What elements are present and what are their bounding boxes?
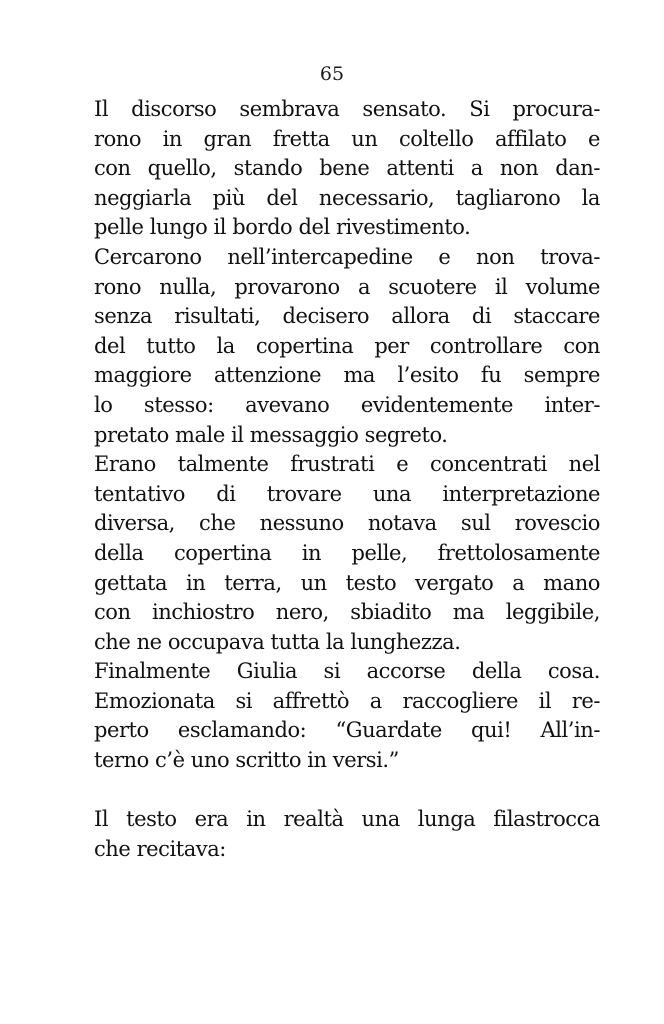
paragraph-2 (94, 243, 600, 450)
text-line: che recitava: (94, 836, 226, 861)
text-line: rono in gran fretta un coltello affilato e (94, 126, 600, 151)
text-line: con inchiostro nero, sbiadito ma leggibile, (94, 600, 600, 625)
paragraph-5 (94, 805, 600, 864)
text-line: senza risultati, decisero allora di staccare (94, 304, 600, 329)
text-line: perto esclamando: “Guardate qui! All’in- (94, 718, 600, 743)
text-line: che ne occupava tutta la lunghezza. (94, 629, 461, 654)
text-line: Finalmente Giulia si accorse della cosa. (94, 659, 600, 684)
text-line: rono nulla, provarono a scuotere il volume (94, 274, 600, 299)
text-line: Cercarono nell’intercapedine e non trova- (94, 244, 600, 269)
text-line: Il discorso sembrava sensato. Si procura- (94, 97, 600, 121)
text-line: pretato male il messaggio segreto. (94, 422, 448, 447)
paragraph-3 (94, 450, 600, 657)
text-line: terno c’è uno scritto in versi.” (94, 748, 399, 773)
body-text (94, 95, 600, 864)
text-line: lo stesso: avevano evidentemente inter- (94, 392, 600, 417)
text-line: con quello, stando bene attenti a non dan- (94, 156, 600, 181)
paragraph-spacer (94, 776, 600, 806)
text-line: pelle lungo il bordo del rivestimento. (94, 215, 471, 240)
paragraph-4 (94, 657, 600, 775)
paragraph-1 (94, 95, 600, 243)
text-line: maggiore attenzione ma l’esito fu sempre (94, 363, 600, 388)
text-line: gettata in terra, un testo vergato a mano (94, 570, 600, 595)
text-line: Emozionata si affrettò a raccogliere il re- (94, 688, 600, 713)
text-line: Il testo era in realtà una lunga filastrocca (94, 807, 600, 832)
text-line: tentativo di trovare una interpretazione (94, 481, 600, 506)
text-line: diversa, che nessuno notava sul rovescio (94, 511, 600, 536)
page-number: 65 (319, 63, 345, 85)
text-line: del tutto la copertina per controllare con (94, 333, 600, 358)
text-line: neggiarla più del necessario, tagliarono la (94, 185, 600, 210)
text-line: Erano talmente frustrati e concentrati nel (94, 452, 600, 477)
text-line: della copertina in pelle, frettolosamente (94, 540, 600, 565)
